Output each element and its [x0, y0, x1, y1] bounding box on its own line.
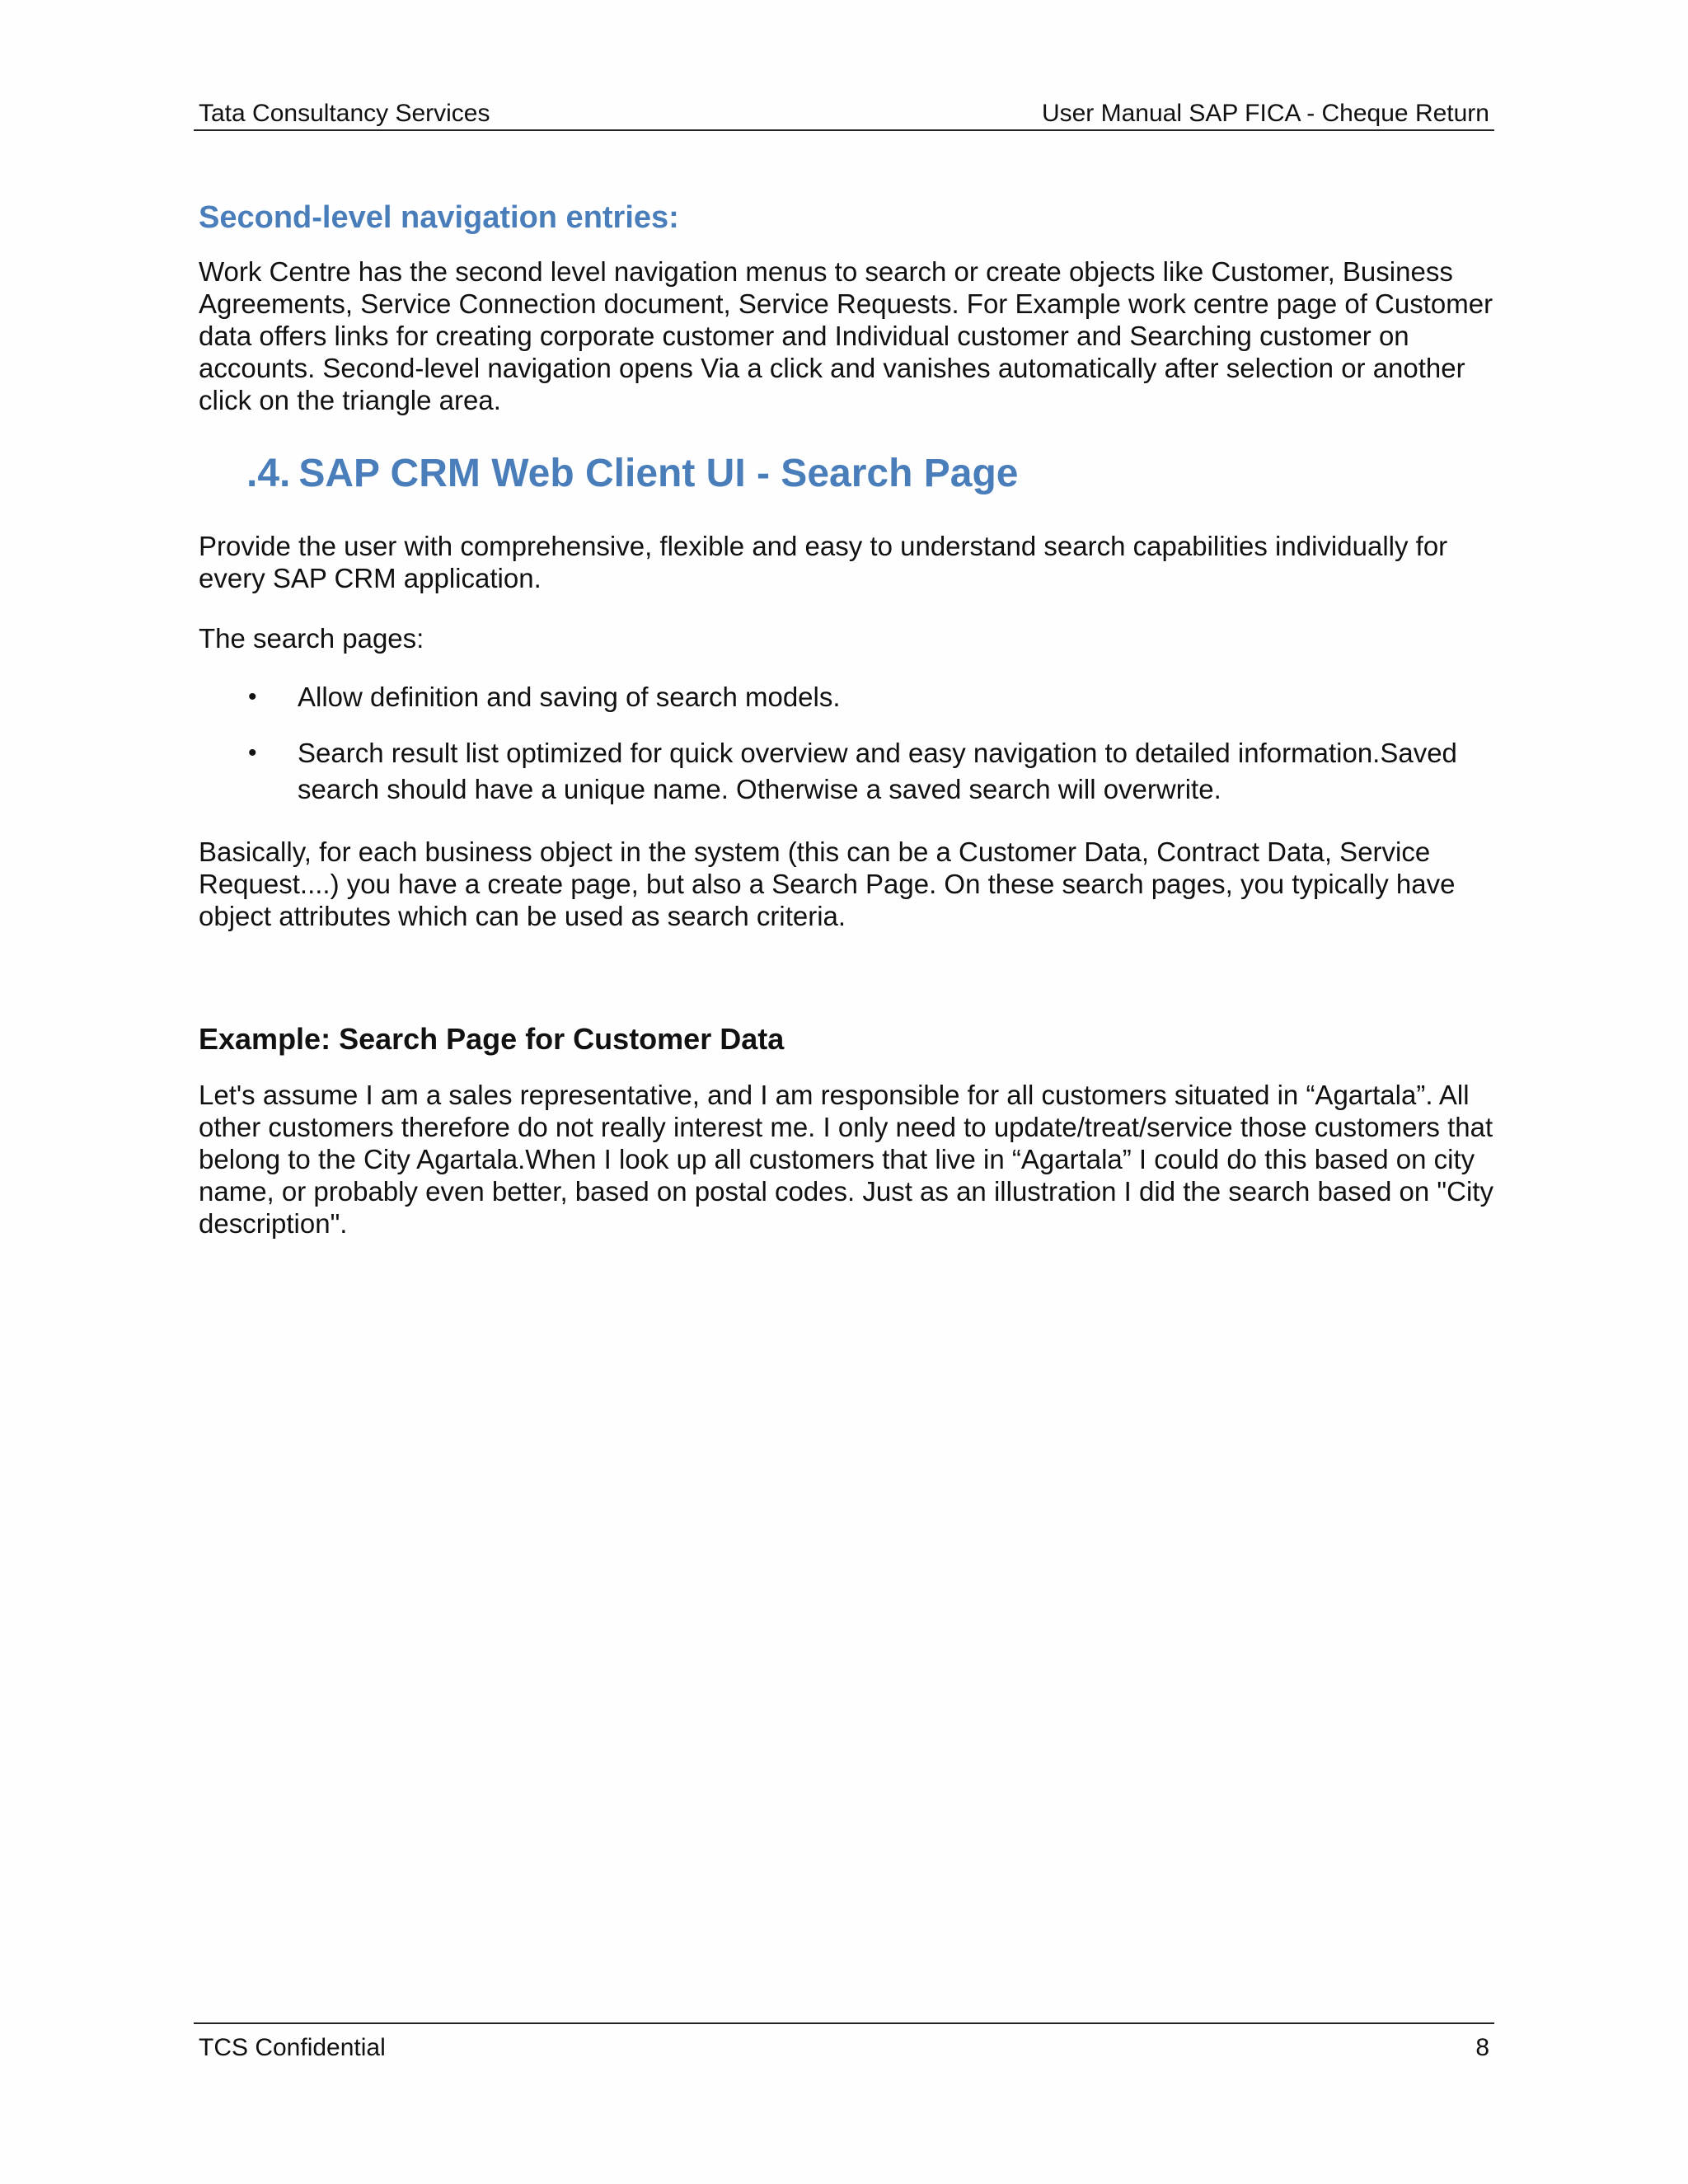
paragraph-navigation: Work Centre has the second level navigation menus to search or create objects like Customer, Business Agreements, Service Connection document, Service Requests. For Example work centre page of Customer data offers links for creating corporate customer and Individual customer and Searching customer on accounts. Second-level navigation opens Via a click and vanishes automatically after selection or another click on the triangle area.: [199, 256, 1493, 415]
section-title: SAP CRM Web Client UI - Search Page: [298, 452, 1019, 495]
footer-confidential: TCS Confidential: [199, 2034, 386, 2061]
header-company: Tata Consultancy Services: [199, 100, 490, 127]
list-item: [199, 679, 1494, 715]
section-number: .4.: [246, 452, 291, 495]
section-heading-search-page: [246, 449, 1494, 499]
section-heading-navigation: Second-level navigation entries:: [199, 200, 679, 235]
bullet-list: [199, 679, 1494, 808]
list-item-text: Search result list optimized for quick overview and easy navigation to detailed information.Saved search should have a unique name. Otherwise a saved search will overwrite.: [298, 738, 1457, 804]
page-content: [199, 198, 1494, 1266]
bullet-icon: •: [248, 683, 257, 710]
list-item: [199, 735, 1494, 808]
paragraph-business-objects: Basically, for each business object in the system (this can be a Customer Data, Contract Data, Service Request....) you have a create page, but also a Search Page. On these search pages, you typically have object attributes which can be used as search criteria.: [199, 837, 1456, 931]
page-header: [194, 98, 1494, 131]
list-item-text: Allow definition and saving of search models.: [298, 682, 841, 712]
paragraph-search-lead: The search pages:: [199, 623, 424, 654]
paragraph-search-intro: Provide the user with comprehensive, flexible and easy to understand search capabilities individually for every SAP CRM application.: [199, 531, 1448, 593]
paragraph-example: Let's assume I am a sales representative, and I am responsible for all customers situated in “Agartala”. All other customers therefore do not really interest me. I only need to update/treat/service those customers that belong to the City Agartala.When I look up all customers that live in “Agartala” I could do this based on city name, or probably even better, based on postal codes. Just as an illustration I did the search based on "City description".: [199, 1080, 1493, 1239]
page-number: 8: [1475, 2034, 1489, 2061]
page-footer: [194, 2022, 1494, 2064]
bullet-icon: •: [248, 739, 257, 766]
header-document-title: User Manual SAP FICA - Cheque Return: [1041, 100, 1489, 127]
example-heading: Example: Search Page for Customer Data: [199, 1022, 785, 1056]
